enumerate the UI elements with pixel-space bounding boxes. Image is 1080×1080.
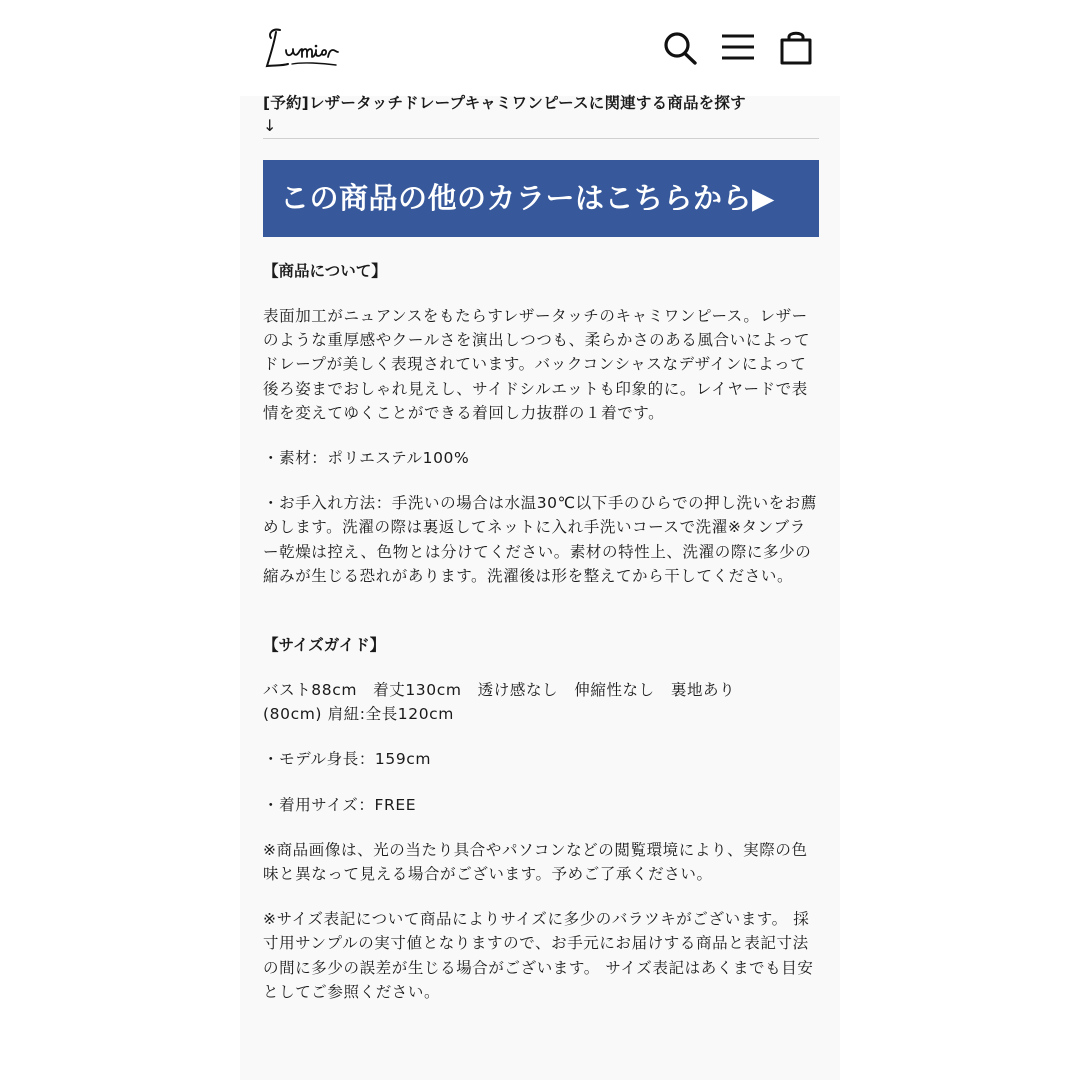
product-detail-content (263, 92, 819, 1004)
measurements-line-1: バスト88cm 着丈130cm 透け感なし 伸縮性なし 裏地あり (263, 681, 736, 700)
down-arrow-icon: ↓ (263, 116, 277, 135)
product-description: 表面加工がニュアンスをもたらすレザータッチのキャミワンピース。レザーのような重厚感やクールさを演出しつつも、柔らかさのある風合いによってドレープが美しく表現されています。バックコンシャスなデザインによって後ろ姿までおしゃれ見えし、サイドシルエットも印象的に。レイヤードで表情を変えてゆくことができる着回し力抜群の１着です。 (263, 307, 811, 422)
care-instructions: ・お手入れ方法：手洗いの場合は水温30℃以下手のひらでの押し洗いをお薦めします。洗濯の際は裏返してネットに入れ手洗いコースで洗濯※タンブラー乾燥は控え、色物とは分けてください。素材の特性上、洗濯の際に多少の縮みが生じる恐れがあります。洗濯後は形を整えてから干してください。 (263, 494, 817, 585)
other-colors-banner[interactable]: この商品の他のカラーはこちらから▶ (263, 160, 819, 237)
size-measurements (263, 678, 819, 726)
model-height: ・モデル身長：159cm (263, 750, 432, 769)
brand-logo[interactable] (262, 22, 362, 72)
material-info: ・素材：ポリエステル100% (263, 449, 470, 468)
related-link-text[interactable]: [予約]レザータッチドレープキャミワンピースに関連する商品を探す (263, 94, 746, 112)
related-products-link[interactable] (263, 92, 819, 138)
site-header (0, 0, 1080, 96)
product-info-heading: 【商品について】 (263, 262, 387, 280)
size-disclaimer: ※サイズ表記について商品によりサイズに多少のバラツキがございます。 採寸用サンプルの実寸値となりますので、お手元にお届けする商品と表記寸法の間に多少の誤差が生じる場合がございます。 サイズ表記はあくまでも目安としてご参照ください。 (263, 910, 814, 1001)
search-icon[interactable] (662, 28, 698, 66)
size-guide-heading: 【サイズガイド】 (263, 636, 386, 655)
worn-size: ・着用サイズ：FREE (263, 795, 417, 814)
divider (263, 138, 819, 139)
menu-icon[interactable] (720, 28, 756, 66)
cart-icon[interactable] (778, 28, 814, 66)
color-disclaimer: ※商品画像は、光の当たり具合やパソコンなどの閲覧環境により、実際の色味と異なって見える場合がございます。予めご了承ください。 (263, 840, 808, 884)
measurements-line-2: (80cm) 肩紐:全長120cm (263, 705, 454, 724)
